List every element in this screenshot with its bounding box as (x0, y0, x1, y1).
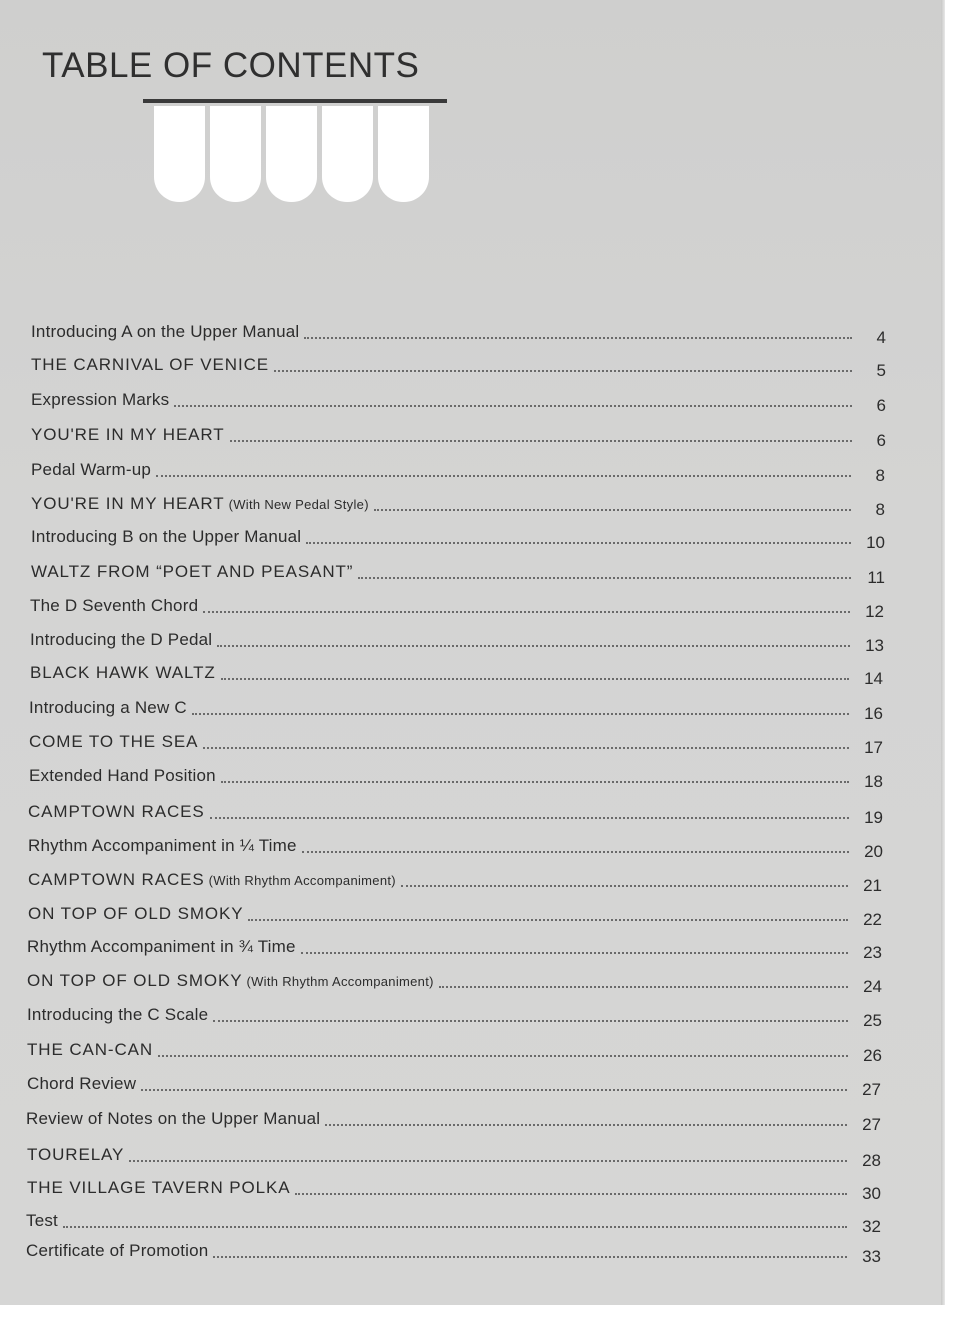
dot-leader (302, 851, 849, 853)
dot-leader (248, 919, 848, 921)
toc-entry (30, 626, 884, 655)
toc-entry-page-number: 5 (876, 361, 886, 380)
toc-entry-page-number: 4 (876, 328, 886, 347)
dot-leader (203, 611, 850, 613)
toc-entry-title: Introducing B on the Upper Manual (31, 527, 302, 546)
toc-entry-title: ON TOP OF OLD SMOKY (27, 971, 243, 990)
dot-leader (304, 337, 852, 339)
toc-entry (27, 1036, 882, 1065)
toc-entry-page-number: 33 (862, 1247, 881, 1266)
toc-entry-page-number: 13 (865, 636, 884, 655)
toc-entry (27, 1174, 881, 1203)
toc-entry-title: TOURELAY (27, 1145, 125, 1164)
toc-entry (29, 762, 883, 791)
toc-entry (30, 592, 884, 621)
toc-entry (31, 421, 886, 450)
toc-entry (31, 318, 886, 347)
toc-entry-page-number: 22 (863, 910, 882, 929)
toc-entry (31, 386, 886, 415)
toc-entry-page-number: 10 (866, 533, 885, 552)
dot-leader (221, 781, 849, 783)
toc-entry-page-number: 17 (864, 738, 883, 757)
toc-entry (29, 694, 883, 723)
toc-entry-note: (With Rhythm Accompaniment) (246, 974, 434, 989)
dot-leader (210, 817, 849, 819)
dot-leader (203, 747, 849, 749)
toc-entry-title: Extended Hand Position (29, 766, 216, 785)
toc-entry-title: THE CARNIVAL OF VENICE (31, 355, 270, 374)
toc-entry-title: CAMPTOWN RACES (28, 870, 205, 889)
toc-entry (26, 1207, 881, 1236)
toc-entry-title: Pedal Warm-up (31, 460, 152, 479)
toc-entry-note: (With Rhythm Accompaniment) (208, 873, 396, 888)
toc-entry (27, 1070, 881, 1099)
toc-entry-title: Introducing the C Scale (27, 1005, 209, 1024)
toc-entry-page-number: 6 (876, 396, 886, 415)
dot-leader (217, 645, 850, 647)
toc-entry (29, 728, 883, 757)
toc-entry-title: WALTZ FROM “POET AND PEASANT” (31, 562, 354, 581)
toc-entry-note: (With New Pedal Style) (228, 497, 369, 512)
toc-entry (28, 832, 883, 861)
toc-entry (26, 1105, 881, 1134)
toc-entry-page-number: 6 (876, 431, 886, 450)
dot-leader (295, 1193, 847, 1195)
toc-entry (27, 967, 882, 996)
toc-entry-title: Rhythm Accompaniment in ¼ Time (28, 836, 297, 855)
toc-entry-title: ON TOP OF OLD SMOKY (28, 904, 244, 923)
toc-entry-title: THE VILLAGE TAVERN POLKA (27, 1178, 291, 1197)
dot-leader (374, 509, 851, 511)
dot-leader (192, 713, 849, 715)
toc-entry-title: THE CAN-CAN (27, 1040, 154, 1059)
dot-leader (158, 1055, 848, 1057)
toc-entry-page-number: 11 (867, 568, 885, 587)
toc-entry (30, 659, 883, 688)
toc-entry (31, 456, 885, 485)
toc-entry-title: Chord Review (27, 1074, 137, 1093)
toc-entry-page-number: 23 (863, 943, 882, 962)
toc-entry-page-number: 27 (862, 1115, 881, 1134)
toc-entry-title: Expression Marks (31, 390, 170, 409)
toc-entry-page-number: 32 (862, 1217, 881, 1236)
toc-entry (28, 866, 882, 895)
toc-entry (31, 490, 885, 519)
toc-entry-page-number: 24 (863, 977, 882, 996)
toc-entry (27, 1001, 882, 1030)
dot-leader (306, 542, 851, 544)
toc-entry-page-number: 16 (864, 704, 883, 723)
dot-leader (301, 952, 848, 954)
toc-entry-page-number: 21 (863, 876, 882, 895)
toc-entry (31, 523, 885, 552)
toc-entry-page-number: 12 (865, 602, 884, 621)
toc-entry-page-number: 14 (864, 669, 883, 688)
dot-leader (156, 475, 851, 477)
dot-leader (213, 1256, 847, 1258)
toc-entry-title: The D Seventh Chord (30, 596, 199, 615)
toc-entry-title: Rhythm Accompaniment in ¾ Time (27, 937, 296, 956)
toc-entry (26, 1237, 881, 1266)
dot-leader (439, 986, 848, 988)
dot-leader (401, 885, 848, 887)
toc-entry (28, 900, 882, 929)
toc-entry-title: CAMPTOWN RACES (28, 802, 205, 821)
toc-entry-title: YOU'RE IN MY HEART (31, 494, 225, 513)
dot-leader (174, 405, 852, 407)
dot-leader (141, 1089, 847, 1091)
toc-entry-title: Introducing a New C (29, 698, 187, 717)
toc-entry-page-number: 26 (863, 1046, 882, 1065)
dot-leader (358, 577, 851, 579)
toc-entry-page-number: 28 (862, 1151, 881, 1170)
dot-leader (213, 1020, 848, 1022)
toc-entry (28, 798, 883, 827)
dot-leader (129, 1160, 847, 1162)
toc-entry-title: Introducing A on the Upper Manual (31, 322, 300, 341)
toc-entry-page-number: 30 (862, 1184, 881, 1203)
toc-entry-page-number: 18 (864, 772, 883, 791)
toc-entry-page-number: 8 (875, 466, 885, 485)
toc-entry (31, 558, 885, 587)
toc-entry-title: Test (26, 1211, 58, 1230)
toc-entry-title: COME TO THE SEA (29, 732, 199, 751)
page-title: TABLE OF CONTENTS (42, 46, 420, 85)
dot-leader (274, 370, 852, 372)
toc-entry (27, 933, 882, 962)
dot-leader (230, 440, 852, 442)
toc-entry-title: Review of Notes on the Upper Manual (26, 1109, 321, 1128)
toc-entry (31, 351, 886, 380)
toc-entry-page-number: 19 (864, 808, 883, 827)
toc-entry-title: YOU'RE IN MY HEART (31, 425, 225, 444)
toc-entry (27, 1141, 881, 1170)
toc-entry-page-number: 27 (862, 1080, 881, 1099)
toc-entry-page-number: 20 (864, 842, 883, 861)
dot-leader (325, 1124, 847, 1126)
toc-entry-title: BLACK HAWK WALTZ (30, 663, 216, 682)
dot-leader (221, 678, 849, 680)
toc-entry-title: Introducing the D Pedal (30, 630, 213, 649)
dot-leader (63, 1226, 847, 1228)
toc-entry-page-number: 8 (875, 500, 885, 519)
toc-entry-page-number: 25 (863, 1011, 882, 1030)
toc-entry-title: Certificate of Promotion (26, 1241, 209, 1260)
